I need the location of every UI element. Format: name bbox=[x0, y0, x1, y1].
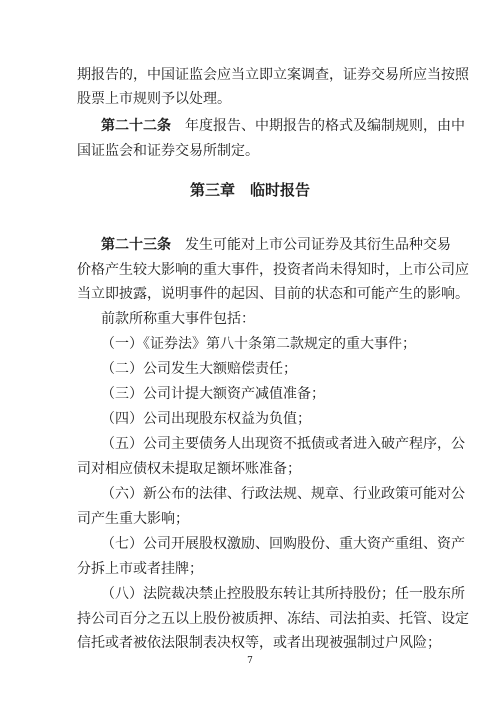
article-23-line bbox=[101, 236, 451, 254]
list-item: （二）公司发生大额赔偿责任； bbox=[101, 361, 297, 377]
list-item: （八）法院裁决禁止控股股东转让其所持股份；任一股东所 bbox=[101, 586, 465, 602]
article-22-line bbox=[101, 117, 465, 135]
article-23-heading: 第二十三条 bbox=[101, 237, 171, 253]
paragraph-line: 发生可能对上市公司证券及其衍生品种交易 bbox=[171, 237, 451, 253]
list-item-continuation: 信托或者被依法限制表决权等，或者出现被强制过户风险； bbox=[77, 635, 441, 651]
paragraph-line: 价格产生较大影响的重大事件，投资者尚未得知时，上市公司应 bbox=[77, 262, 469, 278]
paragraph-line: 当立即披露，说明事件的起因、目前的状态和可能产生的影响。 bbox=[77, 286, 469, 302]
list-item-continuation: 司对相应债权未提取足额坏账准备； bbox=[77, 461, 301, 477]
paragraph-line: 前款所称重大事件包括： bbox=[101, 311, 255, 327]
list-item: （七）公司开展股权激励、回购股份、重大资产重组、资产 bbox=[101, 536, 465, 552]
paragraph-line: 国证监会和证券交易所制定。 bbox=[77, 143, 259, 159]
paragraph-line: 年度报告、中期报告的格式及编制规则，由中 bbox=[171, 118, 465, 134]
page-number: 7 bbox=[247, 656, 253, 666]
paragraph-line: 股票上市规则予以处理。 bbox=[77, 91, 231, 107]
list-item: （三）公司计提大额资产减值准备； bbox=[101, 386, 325, 402]
article-22-heading: 第二十二条 bbox=[101, 118, 171, 134]
list-item: （六）新公布的法律、行政法规、规章、行业政策可能对公 bbox=[101, 486, 465, 502]
list-item-continuation: 分拆上市或者挂牌； bbox=[77, 561, 203, 577]
list-item-continuation: 持公司百分之五以上股份被质押、冻结、司法拍卖、托管、设定 bbox=[77, 611, 469, 627]
paragraph-line: 期报告的，中国证监会应当立即立案调查，证券交易所应当按照 bbox=[77, 67, 469, 83]
list-item: （一）《证券法》第八十条第二款规定的重大事件； bbox=[101, 336, 416, 352]
chapter-heading: 第三章 临时报告 bbox=[189, 181, 310, 199]
list-item: （四）公司出现股东权益为负值； bbox=[101, 411, 311, 427]
list-item-continuation: 司产生重大影响； bbox=[77, 511, 189, 527]
list-item: （五）公司主要债务人出现资不抵债或者进入破产程序，公 bbox=[101, 436, 465, 452]
